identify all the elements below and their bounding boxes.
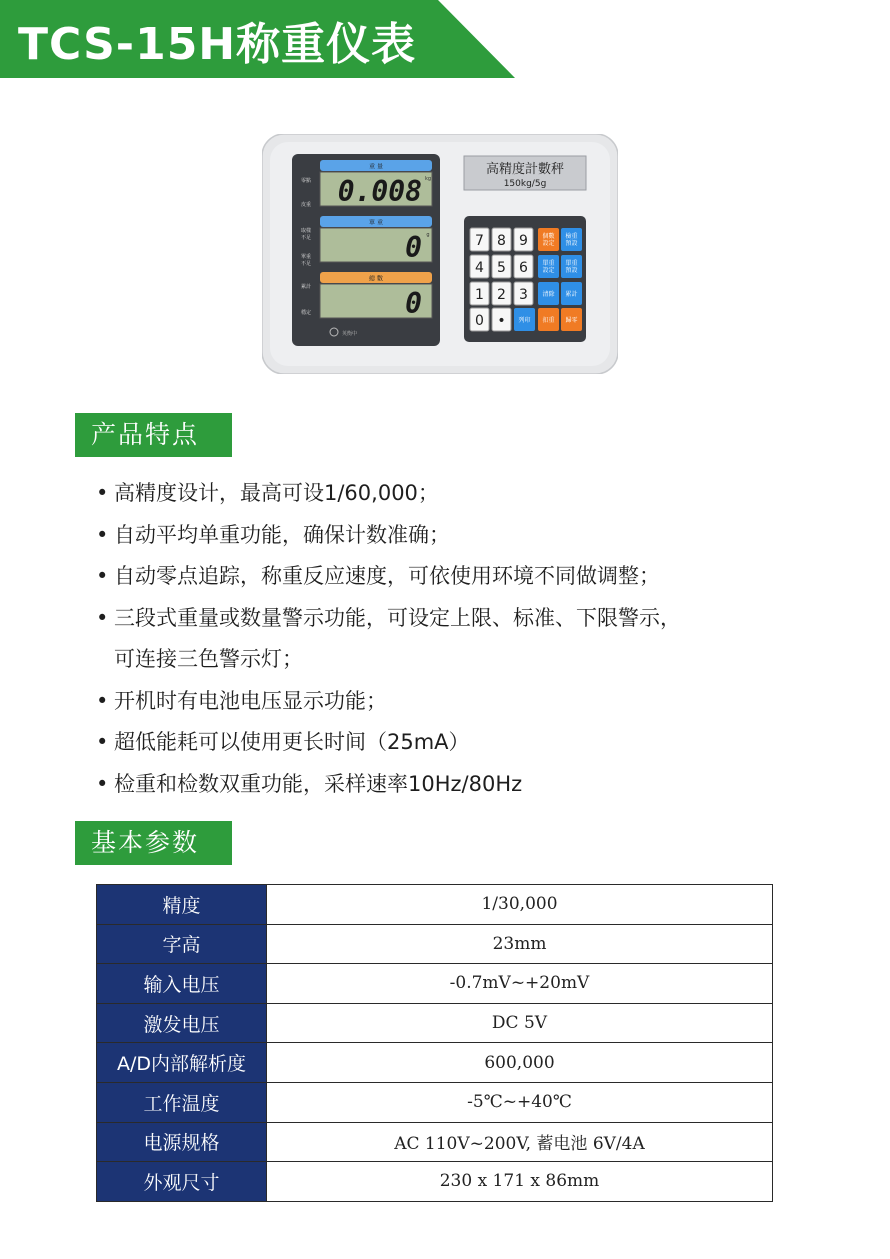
- feature-text: 自动平均单重功能，确保计数准确；: [114, 522, 450, 547]
- param-value: AC 110V~200V, 蓄电池 6V/4A: [267, 1122, 773, 1162]
- window-header-label: 總 數: [369, 275, 383, 283]
- numeric-key-label: 9: [519, 233, 528, 249]
- function-key-label: 單重: [542, 260, 555, 267]
- bullet-icon: •: [96, 688, 109, 713]
- feature-text: 超低能耗可以使用更长时间（25mA）: [114, 730, 470, 754]
- function-key-label: 預設: [565, 240, 578, 247]
- side-indicator-label: 皮重: [300, 202, 312, 208]
- table-row: [97, 1082, 773, 1122]
- page-title: TCS-15H称重仪表: [18, 19, 417, 70]
- numeric-key-label: 4: [475, 260, 484, 276]
- bullet-icon: •: [96, 522, 109, 547]
- bullet-icon: •: [96, 730, 109, 754]
- numeric-key-label: 5: [497, 260, 506, 276]
- side-indicator-label: 取樣: [300, 228, 312, 234]
- features-heading: 产品特点: [75, 413, 232, 457]
- function-key-label: 列印: [518, 317, 531, 324]
- spec-label: 150kg/5g: [503, 179, 547, 189]
- title-banner: [0, 0, 515, 78]
- side-indicator-label: 累計: [300, 284, 312, 290]
- params-heading: 基本参数: [75, 821, 232, 865]
- window-header-label: 重 量: [369, 163, 383, 171]
- function-key-label: 設定: [542, 240, 555, 247]
- function-key-label: 扣重: [542, 317, 555, 324]
- numeric-key-label: 8: [497, 233, 506, 249]
- lcd-unit: g: [426, 232, 430, 238]
- feature-text: 三段式重量或数量警示功能，可设定上限、标准、下限警示，: [114, 605, 681, 630]
- param-value: 1/30,000: [267, 885, 773, 925]
- weighing-indicator-image: [262, 134, 618, 374]
- table-row: [97, 924, 773, 964]
- numeric-key-label: 0: [475, 313, 484, 329]
- table-row: [97, 964, 773, 1004]
- param-value: 230 x 171 x 86mm: [267, 1162, 773, 1202]
- numeric-key-label: 2: [497, 287, 506, 303]
- feature-text: 检重和检数双重功能，采样速率10Hz/80Hz: [114, 771, 523, 796]
- side-indicator-label: 不足: [300, 235, 312, 241]
- param-label: 工作温度: [97, 1082, 267, 1122]
- table-row: [97, 1043, 773, 1083]
- feature-item: [92, 681, 812, 723]
- numeric-key-label: 6: [519, 260, 528, 276]
- function-key-label: 歸零: [565, 317, 578, 324]
- function-key-label: 檢重: [565, 233, 578, 240]
- numeric-key-label: 1: [475, 287, 484, 303]
- side-indicator-label: 不足: [300, 261, 312, 267]
- numeric-key-label: 3: [519, 287, 528, 303]
- table-row: [97, 1122, 773, 1162]
- function-key-label: 個數: [542, 233, 555, 240]
- param-value: DC 5V: [267, 1003, 773, 1043]
- table-row: [97, 1162, 773, 1202]
- param-label: 激发电压: [97, 1003, 267, 1043]
- params-table: [96, 884, 773, 1202]
- feature-item: [92, 556, 812, 598]
- table-row: [97, 885, 773, 925]
- feature-text: 开机时有电池电压显示功能；: [114, 688, 387, 713]
- numeric-key-label: 7: [475, 233, 484, 249]
- param-label: 精度: [97, 885, 267, 925]
- side-indicator-label: 零點: [300, 178, 312, 184]
- function-key-label: 累計: [565, 291, 578, 298]
- bullet-icon: •: [96, 481, 109, 505]
- param-label: A/D内部解析度: [97, 1043, 267, 1083]
- function-key-label: 單重: [565, 260, 578, 267]
- param-value: -5℃~+40℃: [267, 1082, 773, 1122]
- function-key-label: 預設: [565, 267, 578, 274]
- function-key-label: 設定: [542, 267, 555, 274]
- feature-text: 自动零点追踪，称重反应速度，可依使用环境不同做调整；: [114, 564, 660, 588]
- feature-item: [92, 598, 812, 640]
- features-list: [92, 473, 812, 805]
- param-value: 23mm: [267, 924, 773, 964]
- feature-item: [92, 639, 812, 681]
- feature-text: 高精度设计，最高可设1/60,000；: [114, 481, 439, 505]
- numeric-key-label: •: [497, 313, 506, 329]
- lcd-unit: kg: [424, 176, 432, 182]
- feature-item: [92, 473, 812, 515]
- side-indicator-label: 穩定: [300, 310, 312, 316]
- side-indicator-label: 單重: [300, 254, 312, 260]
- bullet-icon: •: [96, 564, 109, 588]
- param-label: 输入电压: [97, 964, 267, 1004]
- lcd-reading: 0.008: [337, 175, 422, 208]
- param-label: 外观尺寸: [97, 1162, 267, 1202]
- feature-item: [92, 764, 812, 806]
- table-row: [97, 1003, 773, 1043]
- param-value: 600,000: [267, 1043, 773, 1083]
- window-header-label: 單 重: [369, 219, 383, 227]
- bullet-icon: •: [96, 605, 109, 630]
- brand-label: 高精度計數秤: [485, 162, 565, 177]
- param-value: -0.7mV~+20mV: [267, 964, 773, 1004]
- brand-logo: 英衡中: [342, 331, 358, 337]
- param-label: 电源规格: [97, 1122, 267, 1162]
- lcd-reading: 0: [405, 287, 422, 320]
- lcd-reading: 0: [405, 231, 422, 264]
- function-key-label: 清除: [542, 291, 555, 298]
- feature-item: [92, 515, 812, 557]
- param-label: 字高: [97, 924, 267, 964]
- feature-text: 可连接三色警示灯；: [114, 647, 303, 671]
- bullet-icon: •: [96, 771, 109, 796]
- feature-item: [92, 722, 812, 764]
